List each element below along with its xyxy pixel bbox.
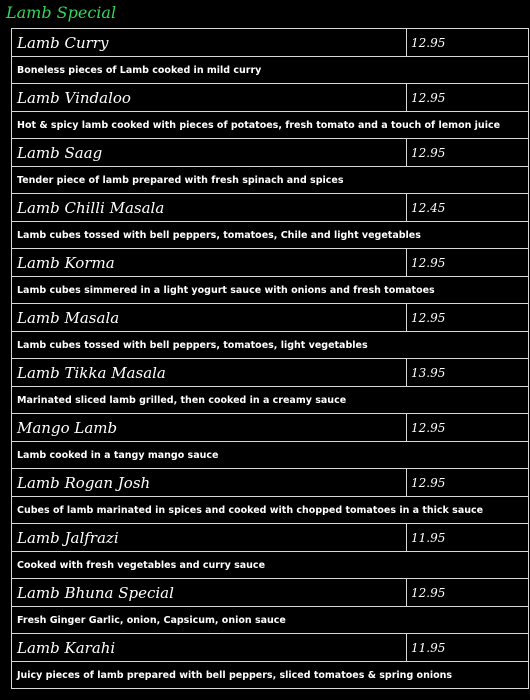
menu-item-row [12, 194, 529, 222]
menu-item-name: Lamb Chilli Masala [12, 194, 407, 222]
menu-item-name: Lamb Masala [12, 304, 407, 332]
menu-item-price: 12.95 [407, 469, 529, 497]
menu-item-name: Lamb Korma [12, 249, 407, 277]
menu-item-price: 11.95 [407, 524, 529, 552]
menu-item-description: Lamb cubes simmered in a light yogurt sauce with onions and fresh tomatoes [12, 277, 529, 304]
menu-item-description-row [12, 552, 529, 579]
menu-item-description: Marinated sliced lamb grilled, then cooked in a creamy sauce [12, 387, 529, 414]
menu-item-name: Lamb Tikka Masala [12, 359, 407, 387]
menu-item-description: Fresh Ginger Garlic, onion, Capsicum, onion sauce [12, 607, 529, 634]
menu-item-description-row [12, 277, 529, 304]
menu-item-price: 12.95 [407, 29, 529, 57]
menu-item-name: Lamb Bhuna Special [12, 579, 407, 607]
menu-item-name: Lamb Karahi [12, 634, 407, 662]
menu-item-description: Juicy pieces of lamb prepared with bell peppers, sliced tomatoes & spring onions [12, 662, 529, 689]
menu-item-price: 12.95 [407, 304, 529, 332]
menu-item-row [12, 249, 529, 277]
menu-item-description: Hot & spicy lamb cooked with pieces of potatoes, fresh tomato and a touch of lemon juice [12, 112, 529, 139]
menu-item-name: Lamb Rogan Josh [12, 469, 407, 497]
menu-item-description: Cooked with fresh vegetables and curry sauce [12, 552, 529, 579]
menu-item-price: 11.95 [407, 634, 529, 662]
menu-item-row [12, 84, 529, 112]
menu-item-row [12, 359, 529, 387]
menu-table [11, 28, 529, 689]
menu-item-row [12, 29, 529, 57]
menu-item-row [12, 634, 529, 662]
menu-table-body [12, 29, 529, 689]
menu-item-description-row [12, 662, 529, 689]
menu-item-name: Lamb Jalfrazi [12, 524, 407, 552]
menu-item-row [12, 579, 529, 607]
menu-item-description-row [12, 57, 529, 84]
menu-item-price: 12.45 [407, 194, 529, 222]
menu-item-description-row [12, 222, 529, 249]
menu-item-description-row [12, 607, 529, 634]
menu-item-row [12, 139, 529, 167]
menu-item-description: Tender piece of lamb prepared with fresh spinach and spices [12, 167, 529, 194]
menu-item-price: 12.95 [407, 579, 529, 607]
menu-item-description-row [12, 497, 529, 524]
menu-item-price: 12.95 [407, 249, 529, 277]
menu-item-price: 12.95 [407, 414, 529, 442]
menu-item-description: Lamb cooked in a tangy mango sauce [12, 442, 529, 469]
menu-item-price: 13.95 [407, 359, 529, 387]
menu-item-description: Lamb cubes tossed with bell peppers, tomatoes, light vegetables [12, 332, 529, 359]
menu-item-name: Lamb Curry [12, 29, 407, 57]
menu-item-description: Boneless pieces of Lamb cooked in mild curry [12, 57, 529, 84]
menu-item-description: Lamb cubes tossed with bell peppers, tomatoes, Chile and light vegetables [12, 222, 529, 249]
menu-item-description-row [12, 112, 529, 139]
menu-item-row [12, 469, 529, 497]
menu-item-name: Lamb Saag [12, 139, 407, 167]
menu-item-description-row [12, 167, 529, 194]
menu-item-name: Mango Lamb [12, 414, 407, 442]
menu-item-row [12, 524, 529, 552]
menu-item-name: Lamb Vindaloo [12, 84, 407, 112]
menu-item-price: 12.95 [407, 84, 529, 112]
menu-item-description-row [12, 442, 529, 469]
menu-item-description-row [12, 332, 529, 359]
menu-item-description-row [12, 387, 529, 414]
menu-item-description: Cubes of lamb marinated in spices and cooked with chopped tomatoes in a thick sauce [12, 497, 529, 524]
section-title: Lamb Special [6, 3, 117, 22]
menu-item-row [12, 414, 529, 442]
menu-item-price: 12.95 [407, 139, 529, 167]
menu-item-row [12, 304, 529, 332]
